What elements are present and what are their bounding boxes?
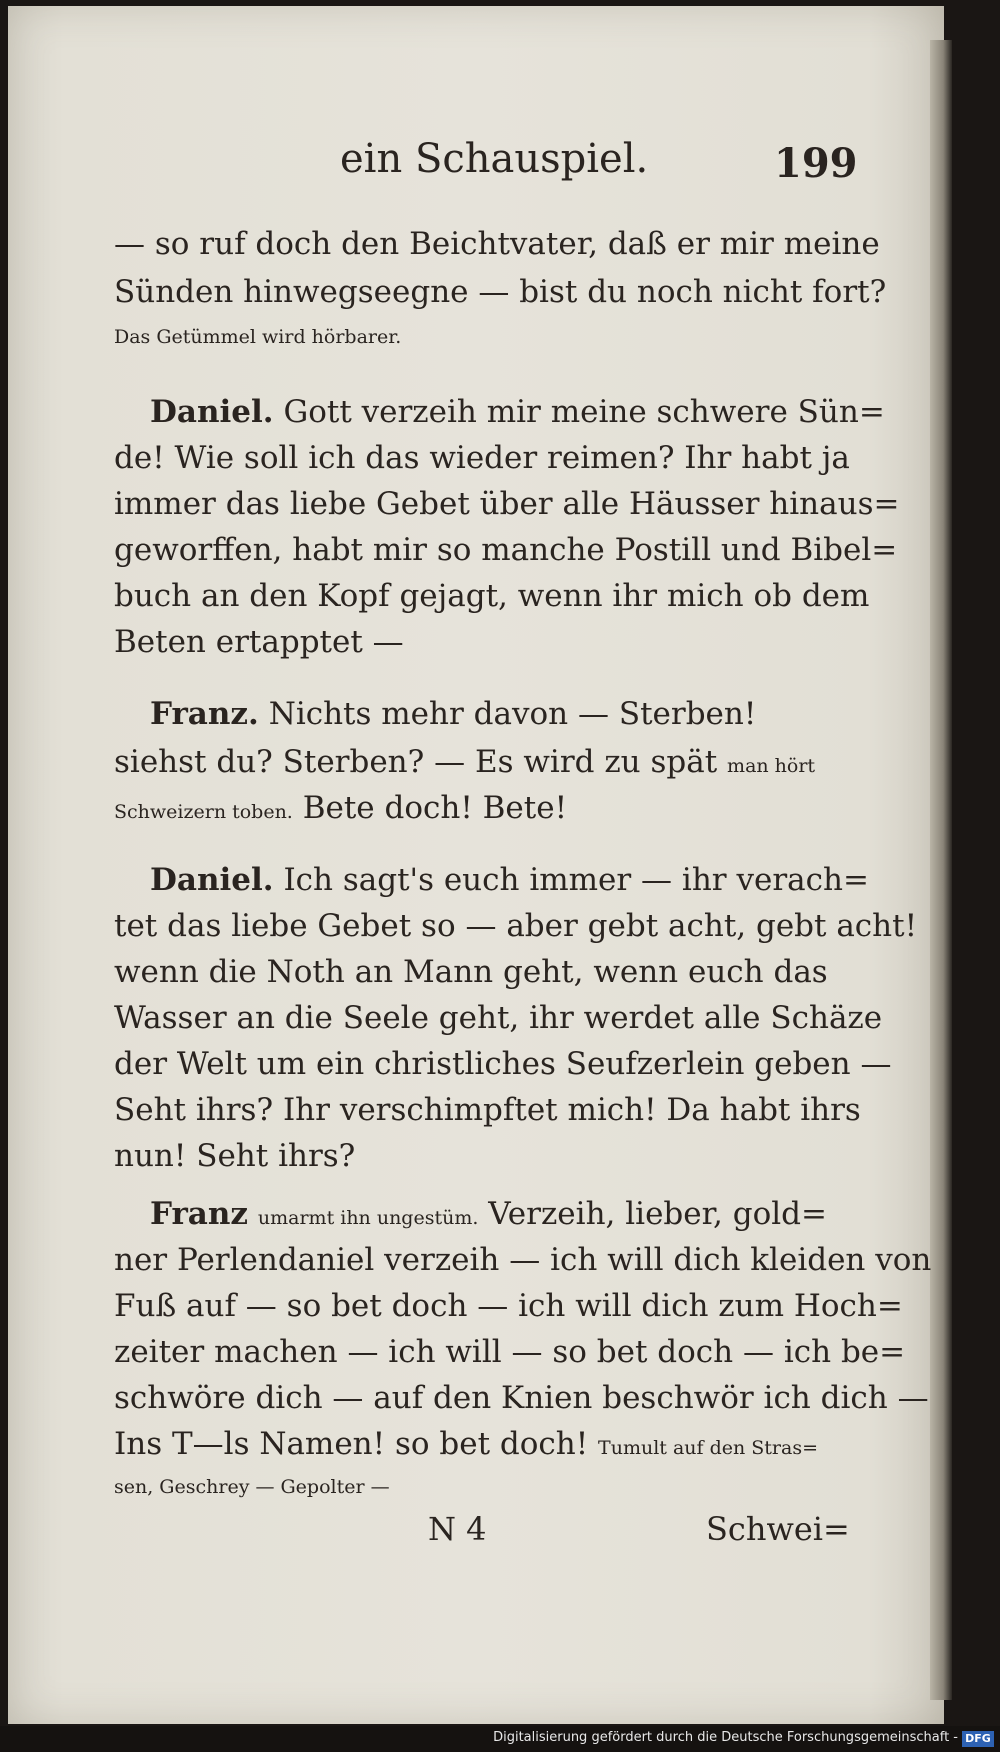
text-line: Daniel. Gott verzeih mir meine schwere Sün= bbox=[150, 394, 885, 430]
text-line: buch an den Kopf gejagt, wenn ihr mich ob dem bbox=[114, 578, 870, 614]
text-line: de! Wie soll ich das wieder reimen? Ihr habt ja bbox=[114, 440, 850, 476]
text-line: Schweizern toben. Bete doch! Bete! bbox=[114, 790, 568, 826]
speaker-name: Franz. bbox=[150, 696, 259, 732]
text-line: zeiter machen — ich will — so bet doch — ich be= bbox=[114, 1334, 906, 1370]
catchword: Schwei= bbox=[706, 1510, 850, 1548]
text-line: der Welt um ein christliches Seufzerlein geben — bbox=[114, 1046, 892, 1082]
dfg-logo[interactable]: DFG bbox=[962, 1731, 994, 1747]
signature-mark: N 4 bbox=[428, 1510, 487, 1548]
credit-bar bbox=[0, 1726, 1000, 1752]
text-line: Beten ertapptet — bbox=[114, 624, 404, 660]
text-line: ner Perlendaniel verzeih — ich will dich kleiden von bbox=[114, 1242, 932, 1278]
text-line: Ins T—ls Namen! so bet doch! Tumult auf den Stras= bbox=[114, 1426, 819, 1462]
text-line: geworffen, habt mir so manche Postill und Bibel= bbox=[114, 532, 898, 568]
text-line: Wasser an die Seele geht, ihr werdet alle Schäze bbox=[114, 1000, 883, 1036]
speaker-name: Daniel. bbox=[150, 394, 274, 430]
text-line: wenn die Noth an Mann geht, wenn euch das bbox=[114, 954, 828, 990]
text-line: siehst du? Sterben? — Es wird zu spät man hört bbox=[114, 744, 816, 780]
text-line: Seht ihrs? Ihr verschimpftet mich! Da habt ihrs bbox=[114, 1092, 861, 1128]
running-header-title: ein Schauspiel. bbox=[340, 136, 649, 182]
credit-text: Digitalisierung gefördert durch die Deutsche Forschungsgemeinschaft - bbox=[493, 1730, 958, 1745]
stage-direction: Das Getümmel wird hörbarer. bbox=[114, 326, 402, 348]
text-line: Sünden hinwegseegne — bist du noch nicht fort? bbox=[114, 274, 887, 310]
stage-direction: Tumult auf den Stras= bbox=[598, 1437, 819, 1459]
text-line: tet das liebe Gebet so — aber gebt acht, gebt acht! bbox=[114, 908, 918, 944]
stage-direction: man hört bbox=[727, 755, 816, 777]
speaker-name: Daniel. bbox=[150, 862, 274, 898]
speaker-name: Franz bbox=[150, 1196, 249, 1232]
text-line: Fuß auf — so bet doch — ich will dich zum Hoch= bbox=[114, 1288, 903, 1324]
text-line: — so ruf doch den Beichtvater, daß er mir meine bbox=[114, 226, 880, 262]
text-line: Franz. Nichts mehr davon — Sterben! bbox=[150, 696, 757, 732]
stage-direction: Schweizern toben. bbox=[114, 801, 293, 823]
text-line: Daniel. Ich sagt's euch immer — ihr verach= bbox=[150, 862, 869, 898]
stage-direction: umarmt ihn ungestüm. bbox=[257, 1207, 479, 1229]
stage-direction: sen, Geschrey — Gepolter — bbox=[114, 1476, 390, 1498]
page-edge bbox=[930, 40, 952, 1700]
text-line: schwöre dich — auf den Knien beschwör ich dich — bbox=[114, 1380, 929, 1416]
page-number: 199 bbox=[774, 140, 858, 187]
text-line: nun! Seht ihrs? bbox=[114, 1138, 356, 1174]
text-line: immer das liebe Gebet über alle Häusser hinaus= bbox=[114, 486, 900, 522]
text-line: Franz umarmt ihn ungestüm. Verzeih, lieber, gold= bbox=[150, 1196, 827, 1232]
